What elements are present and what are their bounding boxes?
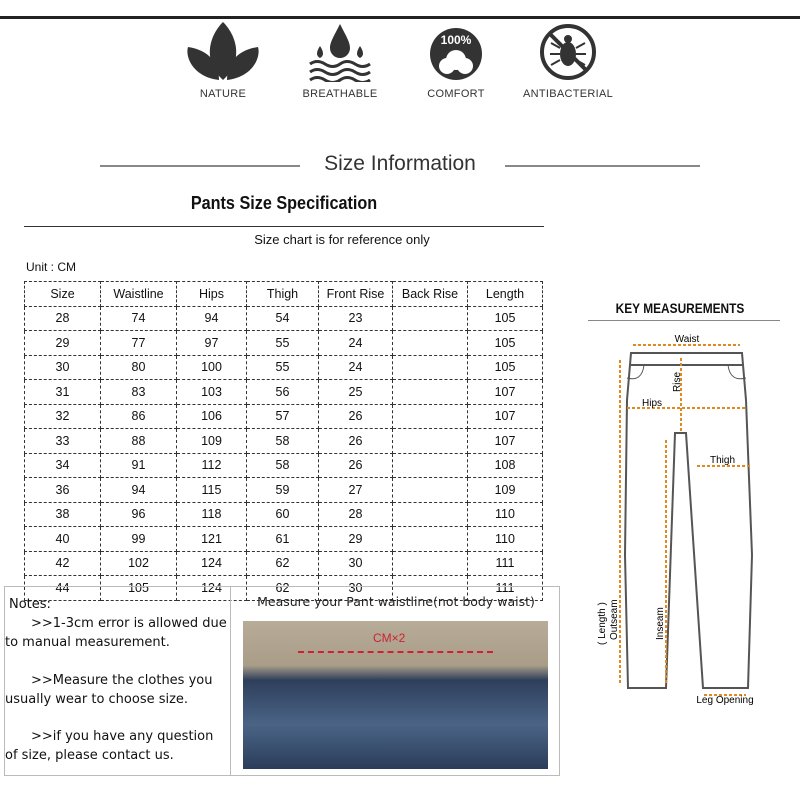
key-measurements-title: KEY MEASUREMENTS bbox=[615, 300, 745, 316]
table-cell: 112 bbox=[177, 453, 247, 478]
table-cell: 105 bbox=[468, 355, 543, 380]
table-cell: 97 bbox=[177, 331, 247, 356]
table-cell: 91 bbox=[101, 453, 177, 478]
table-cell: 107 bbox=[468, 404, 543, 429]
table-cell: 27 bbox=[319, 478, 393, 503]
table-cell: 111 bbox=[468, 576, 543, 601]
label-outseam: Outseam bbox=[609, 599, 620, 640]
table-cell: 110 bbox=[468, 502, 543, 527]
table-cell bbox=[393, 404, 468, 429]
measure-line bbox=[298, 651, 493, 653]
badge-100: 100% bbox=[440, 33, 472, 47]
table-cell: 60 bbox=[247, 502, 319, 527]
table-cell: 61 bbox=[247, 527, 319, 552]
reference-note: Size chart is for reference only bbox=[254, 232, 430, 247]
table-cell: 108 bbox=[468, 453, 543, 478]
table-cell: 111 bbox=[468, 551, 543, 576]
table-cell: 57 bbox=[247, 404, 319, 429]
table-cell: 40 bbox=[25, 527, 101, 552]
column-header: Back Rise bbox=[393, 282, 468, 307]
note-item: >>Measure the clothes you usually wear to choose size. bbox=[5, 673, 213, 707]
table-cell bbox=[393, 331, 468, 356]
column-header: Size bbox=[25, 282, 101, 307]
cm-label: CM×2 bbox=[373, 631, 406, 645]
table-cell: 28 bbox=[319, 502, 393, 527]
table-cell: 24 bbox=[319, 355, 393, 380]
water-drop-icon bbox=[300, 22, 380, 82]
table-cell: 34 bbox=[25, 453, 101, 478]
label-waist: Waist bbox=[674, 334, 700, 345]
measure-photo-panel bbox=[230, 586, 560, 776]
table-cell: 124 bbox=[177, 576, 247, 601]
table-cell: 103 bbox=[177, 380, 247, 405]
table-cell: 88 bbox=[101, 429, 177, 454]
jeans-photo bbox=[243, 621, 548, 769]
table-cell: 55 bbox=[247, 331, 319, 356]
table-cell bbox=[393, 478, 468, 503]
table-cell: 36 bbox=[25, 478, 101, 503]
table-cell: 55 bbox=[247, 355, 319, 380]
table-cell: 32 bbox=[25, 404, 101, 429]
no-bug-icon bbox=[528, 22, 608, 82]
table-row bbox=[25, 306, 543, 331]
table-row bbox=[25, 404, 543, 429]
table-cell: 118 bbox=[177, 502, 247, 527]
unit-label: Unit : CM bbox=[26, 260, 77, 274]
table-cell: 24 bbox=[319, 331, 393, 356]
table-cell: 58 bbox=[247, 429, 319, 454]
label-inseam: Inseam bbox=[655, 607, 666, 640]
table-cell: 62 bbox=[247, 576, 319, 601]
table-cell: 109 bbox=[468, 478, 543, 503]
table-row bbox=[25, 502, 543, 527]
table-cell: 23 bbox=[319, 306, 393, 331]
table-cell: 30 bbox=[25, 355, 101, 380]
table-cell: 99 bbox=[101, 527, 177, 552]
table-cell: 107 bbox=[468, 380, 543, 405]
table-cell bbox=[393, 502, 468, 527]
table-cell: 106 bbox=[177, 404, 247, 429]
chart-title: Pants Size Specification bbox=[190, 193, 378, 213]
table-row bbox=[25, 478, 543, 503]
table-cell: 110 bbox=[468, 527, 543, 552]
table-cell: 58 bbox=[247, 453, 319, 478]
table-cell: 26 bbox=[319, 429, 393, 454]
table-cell: 109 bbox=[177, 429, 247, 454]
table-row bbox=[25, 453, 543, 478]
feature-breathable: BREATHABLE bbox=[285, 22, 395, 100]
divider bbox=[24, 226, 544, 227]
pants-diagram bbox=[580, 320, 800, 710]
notes-title: Notes: bbox=[9, 597, 51, 612]
table-cell: 80 bbox=[101, 355, 177, 380]
table-cell: 38 bbox=[25, 502, 101, 527]
table-row bbox=[25, 355, 543, 380]
table-cell: 121 bbox=[177, 527, 247, 552]
table-cell: 74 bbox=[101, 306, 177, 331]
column-header: Length bbox=[468, 282, 543, 307]
section-title: Size Information bbox=[324, 152, 476, 175]
feature-comfort: 100% COMFORT bbox=[401, 22, 511, 100]
table-cell bbox=[393, 355, 468, 380]
table-cell: 59 bbox=[247, 478, 319, 503]
notes-panel bbox=[4, 586, 230, 776]
top-divider bbox=[0, 16, 800, 19]
table-cell: 42 bbox=[25, 551, 101, 576]
table-header-row bbox=[25, 282, 543, 307]
table-cell bbox=[393, 306, 468, 331]
cotton-icon bbox=[416, 22, 496, 82]
table-row bbox=[25, 551, 543, 576]
table-cell: 62 bbox=[247, 551, 319, 576]
table-cell: 124 bbox=[177, 551, 247, 576]
size-table bbox=[24, 281, 543, 601]
table-cell bbox=[393, 429, 468, 454]
label-length: ( Length ) bbox=[597, 602, 608, 645]
photo-caption: Measure your Pant waistline(not body waist) bbox=[257, 594, 535, 609]
column-header: Thigh bbox=[247, 282, 319, 307]
table-cell: 44 bbox=[25, 576, 101, 601]
table-cell: 29 bbox=[25, 331, 101, 356]
table-cell: 30 bbox=[319, 576, 393, 601]
table-cell: 100 bbox=[177, 355, 247, 380]
column-header: Waistline bbox=[101, 282, 177, 307]
table-cell: 94 bbox=[101, 478, 177, 503]
feature-antibacterial: ANTIBACTERIAL bbox=[513, 22, 623, 100]
table-cell: 25 bbox=[319, 380, 393, 405]
table-cell bbox=[393, 527, 468, 552]
table-cell: 83 bbox=[101, 380, 177, 405]
feature-nature: NATURE bbox=[168, 22, 278, 100]
table-cell bbox=[393, 380, 468, 405]
table-cell: 26 bbox=[319, 404, 393, 429]
table-row bbox=[25, 527, 543, 552]
column-header: Hips bbox=[177, 282, 247, 307]
table-cell: 56 bbox=[247, 380, 319, 405]
label-hips: Hips bbox=[642, 398, 663, 409]
table-cell: 54 bbox=[247, 306, 319, 331]
table-row bbox=[25, 380, 543, 405]
table-row bbox=[25, 429, 543, 454]
label-thigh: Thigh bbox=[710, 455, 736, 466]
table-cell: 28 bbox=[25, 306, 101, 331]
table-cell: 26 bbox=[319, 453, 393, 478]
table-cell bbox=[393, 453, 468, 478]
table-cell: 96 bbox=[101, 502, 177, 527]
table-cell: 77 bbox=[101, 331, 177, 356]
label-leg-opening: Leg Opening bbox=[696, 695, 754, 706]
table-cell: 115 bbox=[177, 478, 247, 503]
table-cell: 30 bbox=[319, 551, 393, 576]
table-cell bbox=[393, 551, 468, 576]
table-row bbox=[25, 331, 543, 356]
table-cell: 105 bbox=[101, 576, 177, 601]
label-rise: Rise bbox=[672, 371, 683, 392]
table-cell: 86 bbox=[101, 404, 177, 429]
note-item: >>if you have any question of size, please contact us. bbox=[5, 729, 214, 763]
table-cell: 29 bbox=[319, 527, 393, 552]
note-item: >>1-3cm error is allowed due to manual measurement. bbox=[5, 616, 227, 650]
table-cell: 105 bbox=[468, 331, 543, 356]
table-cell: 105 bbox=[468, 306, 543, 331]
table-cell: 107 bbox=[468, 429, 543, 454]
table-cell: 94 bbox=[177, 306, 247, 331]
column-header: Front Rise bbox=[319, 282, 393, 307]
table-cell: 31 bbox=[25, 380, 101, 405]
leaf-icon bbox=[183, 22, 263, 82]
table-cell: 33 bbox=[25, 429, 101, 454]
table-cell: 102 bbox=[101, 551, 177, 576]
